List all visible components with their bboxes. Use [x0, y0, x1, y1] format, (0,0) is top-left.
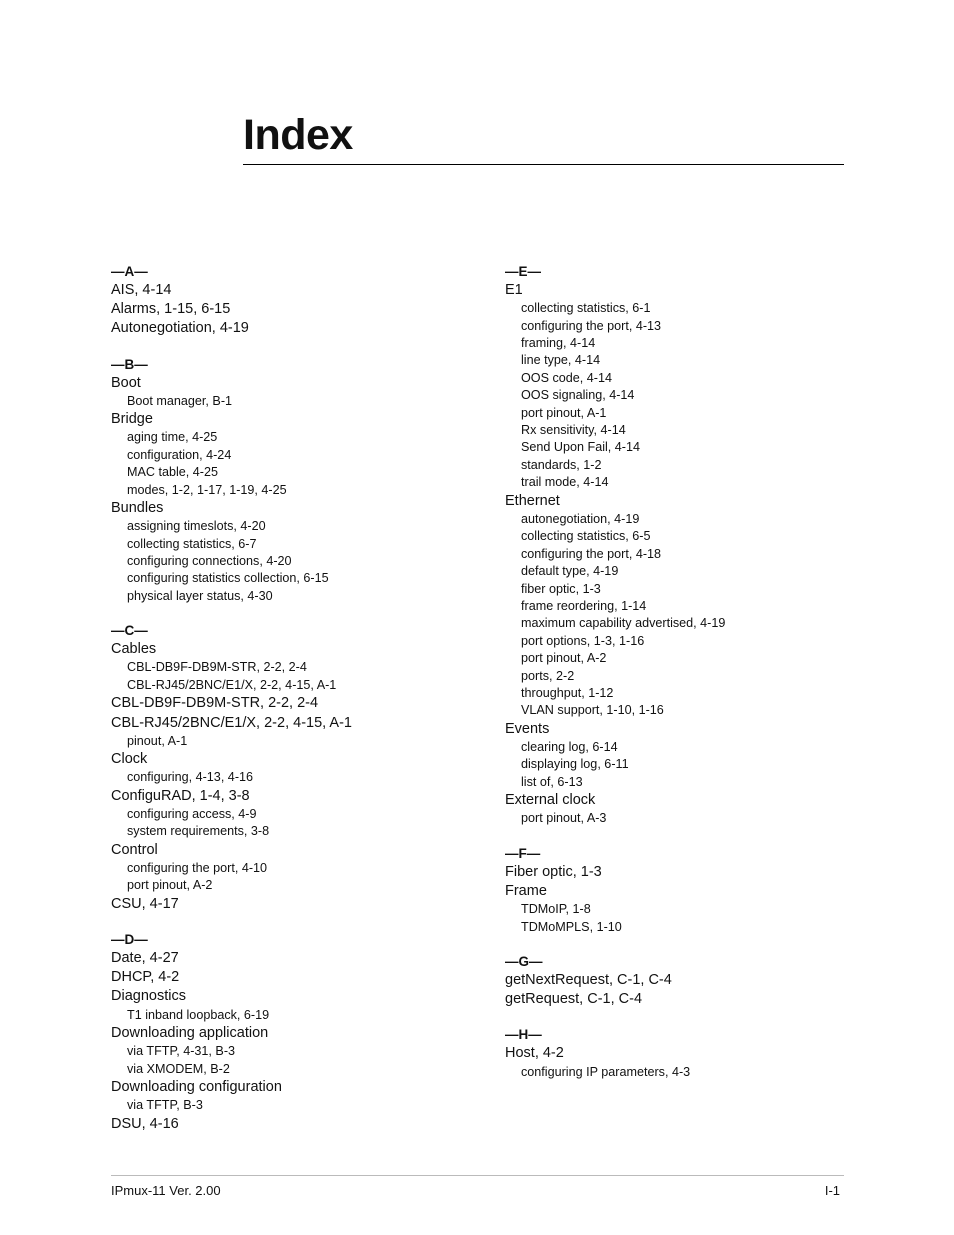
index-entry: Bundles [111, 500, 164, 517]
index-subentry: configuration, 4-24 [127, 447, 232, 462]
index-subentry: standards, 1-2 [521, 457, 602, 472]
section-letter-heading: —D— [111, 931, 148, 947]
index-subentry: collecting statistics, 6-7 [127, 536, 257, 551]
index-subentry: autonegotiation, 4-19 [521, 511, 640, 526]
index-entry: Cables [111, 641, 157, 658]
index-entry: CBL-RJ45/2BNC/E1/X, 2-2, 4-15, A-1 [111, 714, 352, 731]
index-subentry: TDMoIP, 1-8 [521, 902, 591, 917]
index-entry: Control [111, 841, 158, 858]
index-section [111, 356, 461, 606]
section-letter-heading: —H— [505, 1027, 542, 1043]
index-subentry: line type, 4-14 [521, 353, 601, 368]
index-section [111, 263, 461, 339]
index-subentry: port pinout, A-2 [521, 651, 607, 666]
index-entry: Alarms, 1-15, 6-15 [111, 301, 231, 318]
section-letter-heading: —F— [505, 845, 541, 861]
index-subentry: configuring the port, 4-13 [521, 318, 662, 333]
index-subentry: frame reordering, 1-14 [521, 598, 647, 613]
index-section [505, 263, 855, 828]
index-subentry: modes, 1-2, 1-17, 1-19, 4-25 [127, 482, 287, 497]
index-subentry: configuring the port, 4-10 [127, 860, 268, 875]
index-entry: External clock [505, 792, 596, 809]
index-subentry: framing, 4-14 [521, 336, 596, 351]
index-subentry: ports, 2-2 [521, 668, 575, 683]
index-subentry: Send Upon Fail, 4-14 [521, 440, 641, 455]
section-letter-heading: —A— [111, 264, 148, 279]
index-subentry: OOS signaling, 4-14 [521, 388, 635, 403]
index-entry: E1 [505, 282, 523, 298]
title-divider [243, 164, 844, 165]
index-subentry: port pinout, A-2 [127, 878, 213, 893]
index-subentry: displaying log, 6-11 [521, 757, 629, 772]
index-subentry: configuring the port, 4-18 [521, 546, 662, 561]
index-entry: ConfiguRAD, 1-4, 3-8 [111, 787, 250, 804]
index-subentry: port options, 1-3, 1-16 [521, 633, 645, 648]
index-section [505, 1026, 855, 1081]
index-section [505, 845, 855, 936]
footer-divider [111, 1175, 844, 1176]
index-subentry: via XMODEM, B-2 [127, 1061, 230, 1076]
index-subentry: configuring IP parameters, 4-3 [521, 1064, 691, 1079]
index-subentry: configuring connections, 4-20 [127, 554, 292, 569]
index-subentry: aging time, 4-25 [127, 430, 218, 445]
index-subentry: physical layer status, 4-30 [127, 588, 273, 603]
index-entry: Frame [505, 882, 547, 899]
index-entry: Fiber optic, 1-3 [505, 863, 602, 880]
section-letter-heading: —G— [505, 954, 543, 969]
index-subentry: maximum capability advertised, 4-19 [521, 616, 726, 631]
index-subentry: Boot manager, B-1 [127, 393, 233, 408]
footer-page-number: I-1 [824, 1183, 840, 1198]
index-entry: Downloading application [111, 1024, 269, 1041]
index-subentry: Rx sensitivity, 4-14 [521, 423, 626, 438]
index-entry: Host, 4-2 [505, 1045, 564, 1062]
index-subentry: list of, 6-13 [521, 774, 583, 789]
index-entry: Autonegotiation, 4-19 [111, 320, 249, 337]
index-subentry: default type, 4-19 [521, 564, 619, 579]
index-subentry: port pinout, A-1 [521, 405, 607, 420]
index-entry: CBL-DB9F-DB9M-STR, 2-2, 2-4 [111, 695, 319, 712]
index-entry: Diagnostics [111, 988, 186, 1005]
index-entry: DSU, 4-16 [111, 1115, 179, 1132]
index-subentry: port pinout, A-3 [521, 811, 607, 826]
index-column-right [505, 263, 855, 1098]
section-letter-heading: —E— [505, 264, 542, 279]
index-subentry: CBL-DB9F-DB9M-STR, 2-2, 2-4 [127, 660, 307, 675]
index-subentry: CBL-RJ45/2BNC/E1/X, 2-2, 4-15, A-1 [127, 677, 337, 692]
index-subentry: fiber optic, 1-3 [521, 581, 601, 596]
index-subentry: via TFTP, B-3 [127, 1098, 203, 1113]
section-letter-heading: —C— [111, 623, 148, 639]
footer-document-version: IPmux-11 Ver. 2.00 [111, 1183, 221, 1198]
index-entry: Events [505, 720, 550, 737]
index-subentry: VLAN support, 1-10, 1-16 [521, 703, 664, 718]
index-entry: AIS, 4-14 [111, 282, 172, 298]
index-subentry: OOS code, 4-14 [521, 370, 613, 385]
page-title: Index [243, 111, 353, 159]
index-subentry: MAC table, 4-25 [127, 465, 218, 480]
index-entry: Boot [111, 374, 141, 391]
index-column-left [111, 263, 461, 1151]
index-subentry: system requirements, 3-8 [127, 824, 270, 839]
index-subentry: collecting statistics, 6-1 [521, 301, 651, 316]
index-entry: getNextRequest, C-1, C-4 [505, 972, 672, 988]
index-subentry: T1 inband loopback, 6-19 [127, 1007, 270, 1022]
index-subentry: TDMoMPLS, 1-10 [521, 919, 622, 934]
index-section [111, 622, 461, 914]
index-subentry: clearing log, 6-14 [521, 739, 618, 754]
index-entry: DHCP, 4-2 [111, 969, 180, 986]
index-entry: Ethernet [505, 492, 560, 509]
index-entry: getRequest, C-1, C-4 [505, 991, 643, 1008]
index-subentry: configuring statistics collection, 6-15 [127, 571, 329, 586]
index-subentry: throughput, 1-12 [521, 685, 614, 700]
section-letter-heading: —B— [111, 356, 148, 372]
index-entry: Clock [111, 751, 148, 768]
index-subentry: pinout, A-1 [127, 733, 188, 748]
index-entry: Downloading configuration [111, 1078, 282, 1095]
index-subentry: configuring access, 4-9 [127, 806, 257, 821]
index-subentry: collecting statistics, 6-5 [521, 529, 651, 544]
index-section [111, 931, 461, 1134]
index-entry: Date, 4-27 [111, 949, 179, 966]
index-subentry: via TFTP, 4-31, B-3 [127, 1044, 236, 1059]
index-subentry: configuring, 4-13, 4-16 [127, 770, 254, 785]
index-subentry: trail mode, 4-14 [521, 475, 609, 490]
index-section [505, 953, 855, 1009]
index-entry: Bridge [111, 411, 153, 428]
index-subentry: assigning timeslots, 4-20 [127, 519, 266, 534]
index-entry: CSU, 4-17 [111, 895, 179, 912]
